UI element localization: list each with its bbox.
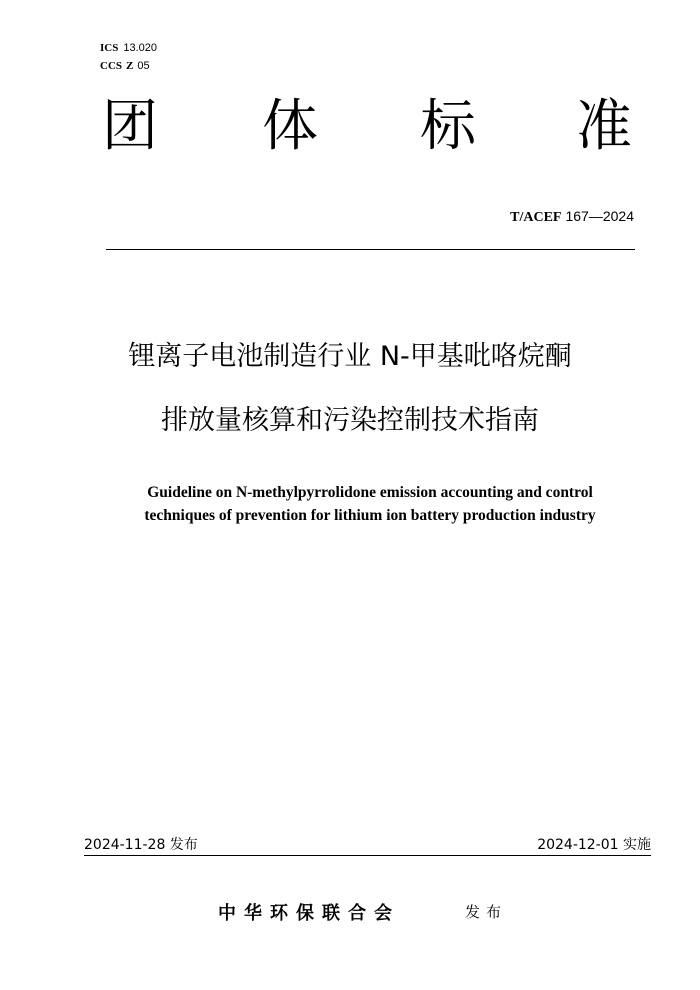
standard-category-title: [102, 92, 642, 162]
ccs-value: 05: [137, 60, 150, 72]
english-title-line-1: Guideline on N-methylpyrrolidone emission accounting and control: [147, 484, 593, 501]
category-char-4: 准: [576, 94, 632, 159]
publisher-name: 中华环保联合会: [218, 903, 400, 924]
ccs-prefix: Z: [126, 60, 134, 72]
ics-value: 13.020: [123, 42, 157, 54]
ccs-code: [100, 59, 150, 73]
issue-date: 2024-11-28 发布: [84, 837, 198, 853]
standard-number-value: 167—2024: [565, 208, 634, 224]
english-title-line-2: techniques of prevention for lithium ion battery production industry: [144, 507, 596, 524]
chinese-title-line-1: 锂离子电池制造行业 N-甲基吡咯烷酮: [128, 341, 572, 372]
ics-code: [100, 41, 157, 55]
ics-label: ICS: [100, 42, 119, 54]
category-char-3: 标: [420, 94, 476, 159]
bottom-divider: [84, 855, 651, 856]
standard-number-prefix: T/ACEF: [510, 210, 562, 225]
top-divider: [106, 249, 635, 250]
category-char-1: 团: [102, 94, 158, 159]
implementation-date: 2024-12-01 实施: [537, 837, 651, 853]
category-char-2: 体: [262, 94, 318, 159]
publish-label: 发布: [465, 903, 508, 921]
chinese-title-line-2: 排放量核算和污染控制技术指南: [161, 405, 539, 436]
ccs-label: CCS: [100, 60, 123, 72]
standard-number: [510, 208, 634, 226]
